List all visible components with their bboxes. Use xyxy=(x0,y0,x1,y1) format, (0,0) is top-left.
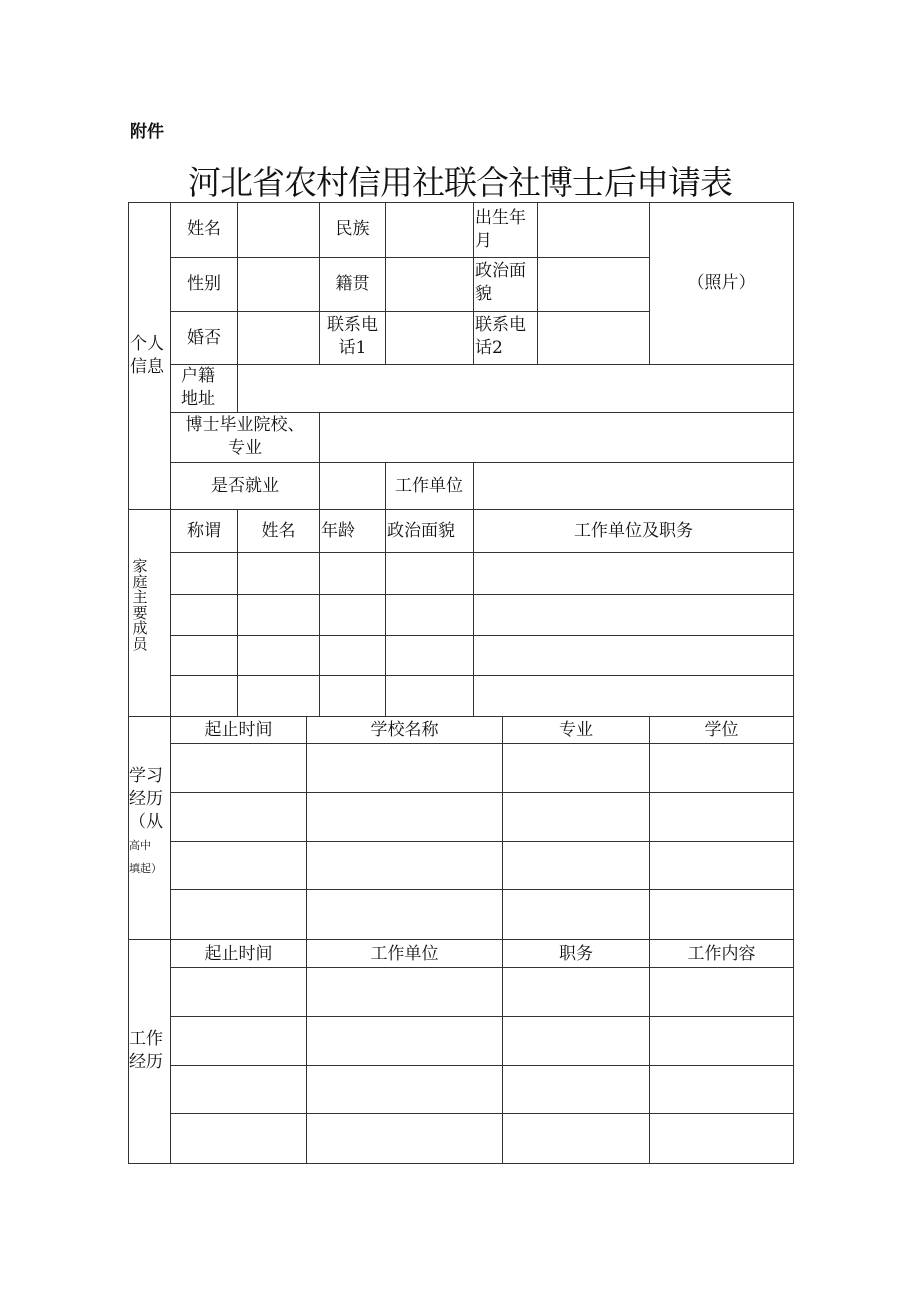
row-line xyxy=(170,675,794,676)
border-top xyxy=(128,202,794,203)
col-line xyxy=(473,202,474,364)
section-work-label: 工作 经历 xyxy=(129,1029,163,1072)
marital-status-label: 婚否 xyxy=(187,328,221,348)
row-line xyxy=(170,743,794,744)
row-line xyxy=(170,1065,794,1066)
col-line xyxy=(537,202,538,364)
col-line xyxy=(473,462,474,509)
attachment-label: 附件 xyxy=(130,122,164,142)
row-line xyxy=(170,1113,794,1114)
border-bottom xyxy=(128,1163,794,1164)
section-line xyxy=(128,716,794,717)
col-line xyxy=(306,716,307,939)
name-label: 姓名 xyxy=(187,219,221,239)
birth-date-label: 出生年 月 xyxy=(475,208,526,251)
work-header-content: 工作内容 xyxy=(687,944,756,964)
phone1-label: 联系电 话1 xyxy=(327,315,378,358)
gender-label: 性别 xyxy=(187,274,221,294)
col-line xyxy=(385,509,386,716)
col-line xyxy=(319,509,320,716)
photo-placeholder: （照片） xyxy=(687,273,756,293)
col-line xyxy=(319,462,320,509)
work-header-position: 职务 xyxy=(559,944,593,964)
col-line xyxy=(319,412,320,462)
family-header-name: 姓名 xyxy=(261,521,296,541)
col-line xyxy=(649,939,650,1164)
col-line xyxy=(237,364,238,412)
form-title: 河北省农村信用社联合社博士后申请表 xyxy=(188,163,732,202)
education-header-period: 起止时间 xyxy=(204,720,273,740)
section-line xyxy=(128,509,794,510)
row-line xyxy=(170,552,794,553)
section-education-label: 学习 经历 （从 高中 填起） xyxy=(129,766,163,875)
col-line xyxy=(502,716,503,939)
row-line xyxy=(170,792,794,793)
section-personal-label: 个人 信息 xyxy=(130,334,164,377)
row-line xyxy=(170,364,794,365)
family-header-political: 政治面貌 xyxy=(387,521,455,541)
col-line xyxy=(385,202,386,364)
application-form xyxy=(128,202,794,1164)
row-line xyxy=(170,967,794,968)
col-line xyxy=(502,939,503,1164)
employed-label: 是否就业 xyxy=(211,476,279,496)
section-family-label: 家 庭 主 要 成 员 xyxy=(132,557,148,653)
row-line xyxy=(170,462,794,463)
education-header-major: 专业 xyxy=(559,720,593,740)
family-header-relation: 称谓 xyxy=(187,521,221,541)
row-line xyxy=(170,594,794,595)
native-place-label: 籍贯 xyxy=(335,274,370,294)
work-header-period: 起止时间 xyxy=(204,944,273,964)
household-address-label: 户籍 地址 xyxy=(181,366,215,409)
row-line xyxy=(170,311,650,312)
employer-label: 工作单位 xyxy=(395,476,463,496)
col-line xyxy=(237,202,238,364)
row-line xyxy=(170,841,794,842)
family-header-employer-position: 工作单位及职务 xyxy=(574,521,693,541)
col-line xyxy=(306,939,307,1164)
ethnicity-label: 民族 xyxy=(335,219,370,239)
doctoral-school-label: 博士毕业院校、 专业 xyxy=(185,415,305,458)
row-line xyxy=(170,635,794,636)
phone2-label: 联系电 话2 xyxy=(475,315,526,358)
border-right xyxy=(793,202,794,1164)
col-line xyxy=(649,716,650,939)
education-header-degree: 学位 xyxy=(704,720,739,740)
row-line xyxy=(170,889,794,890)
row-line xyxy=(170,412,794,413)
border-left xyxy=(128,202,129,1164)
work-header-employer: 工作单位 xyxy=(370,944,439,964)
section-line xyxy=(128,939,794,940)
row-line xyxy=(170,1016,794,1017)
political-status-label: 政治面 貌 xyxy=(475,261,526,304)
education-header-school: 学校名称 xyxy=(370,720,439,740)
row-line xyxy=(170,257,650,258)
family-header-age: 年龄 xyxy=(321,521,355,541)
